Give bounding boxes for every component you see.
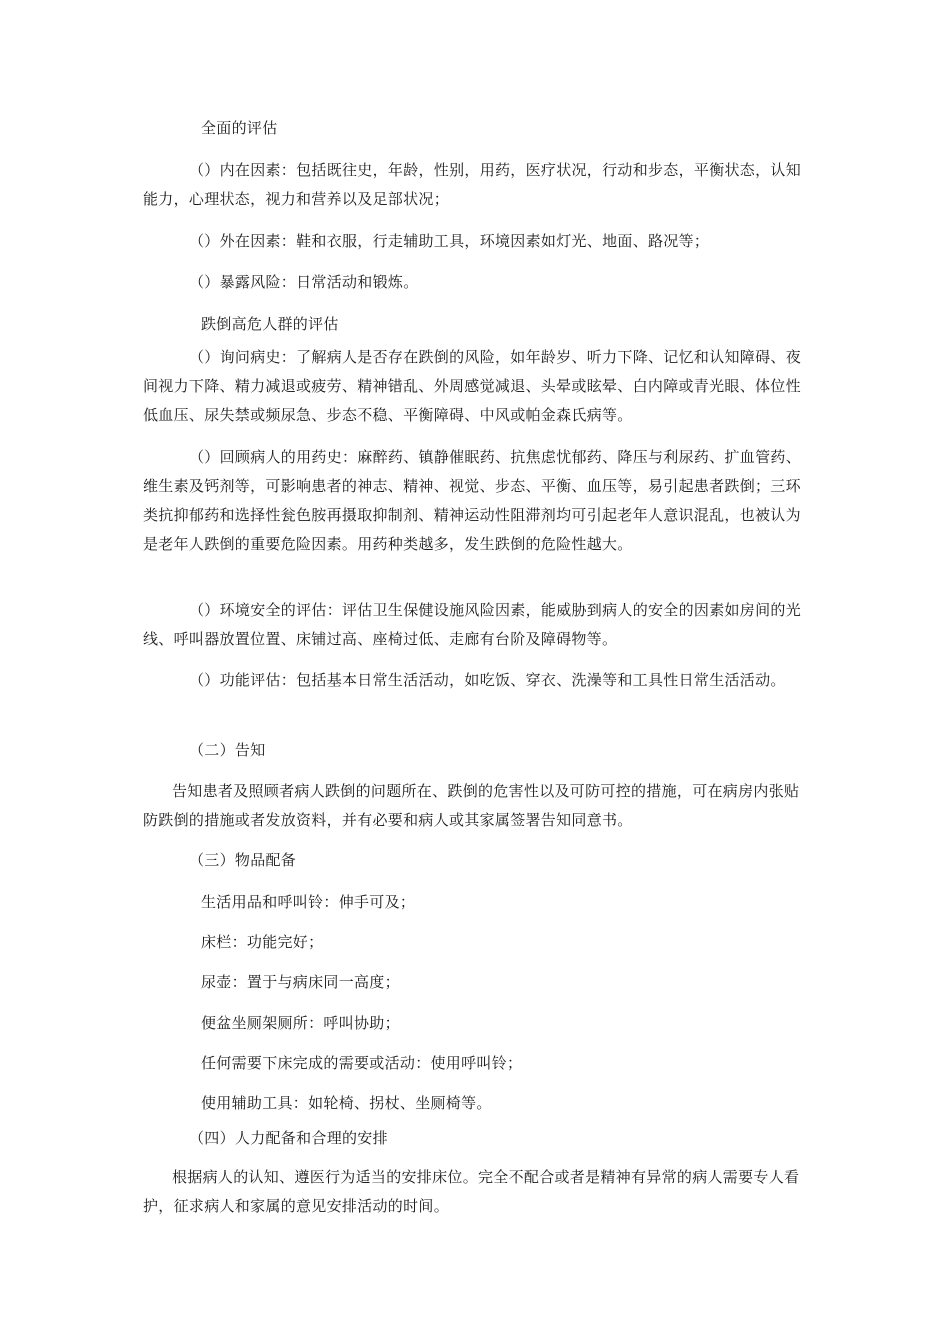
heading-notification: （二）告知 xyxy=(189,741,266,759)
item-bed-rail: 床栏：功能完好； xyxy=(201,933,324,951)
paragraph-intrinsic-factors: （）内在因素：包括既往史，年龄，性别，用药，医疗状况，行动和步态，平衡状态，认知能力，心理状态，视力和营养以及足部状况； xyxy=(143,161,802,208)
heading-high-risk-assessment: 跌倒高危人群的评估 xyxy=(201,315,339,333)
item-bedpan: 便盆坐厕架厕所：呼叫协助； xyxy=(201,1014,400,1032)
heading-staffing: （四）人力配备和合理的安排 xyxy=(189,1129,388,1147)
heading-supplies: （三）物品配备 xyxy=(189,851,297,869)
heading-comprehensive-assessment: 全面的评估 xyxy=(201,119,278,137)
paragraph-medication-history: （）回顾病人的用药史：麻醉药、镇静催眠药、抗焦虑忧郁药、降压与利尿药、扩血管药、维生素及钙剂等，可影响患者的神志、精神、视觉、步态、平衡、血压等，易引起患者跌倒；三环类抗抑郁药和选择性瓮色胺再摄取抑制剂、精神运动性阻滞剂均可引起老年人意识混乱，也被认为是老年人跌倒的重要危险因素。用药种类越多，发生跌倒的危险性越大。 xyxy=(143,448,802,553)
paragraph-environment-safety: （）环境安全的评估：评估卫生保健设施风险因素，能威胁到病人的安全的因素如房间的光线、呼叫器放置位置、床铺过高、座椅过低、走廊有台阶及障碍物等。 xyxy=(143,601,802,648)
item-call-bell: 生活用品和呼叫铃：伸手可及； xyxy=(201,893,416,911)
item-get-out-of-bed: 任何需要下床完成的需要或活动：使用呼叫铃； xyxy=(201,1054,523,1072)
paragraph-exposure-risk: （）暴露风险：日常活动和锻炼。 xyxy=(189,273,419,291)
item-assistive-tools: 使用辅助工具：如轮椅、拐杖、坐厕椅等。 xyxy=(201,1094,492,1112)
paragraph-medical-history: （）询问病史：了解病人是否存在跌倒的风险，如年龄岁、听力下降、记忆和认知障碍、夜间视力下降、精力减退或疲劳、精神错乱、外周感觉减退、头晕或眩晕、白内障或青光眼、体位性低血压、尿失禁或频尿急、步态不稳、平衡障碍、中风或帕金森氏病等。 xyxy=(143,348,802,424)
paragraph-notification: 告知患者及照顾者病人跌倒的问题所在、跌倒的危害性以及可防可控的措施，可在病房内张贴防跌倒的措施或者发放资料，并有必要和病人或其家属签署告知同意书。 xyxy=(143,782,800,829)
paragraph-extrinsic-factors: （）外在因素：鞋和衣服，行走辅助工具，环境因素如灯光、地面、路况等； xyxy=(189,232,710,250)
paragraph-staffing: 根据病人的认知、遵医行为适当的安排床位。完全不配合或者是精神有异常的病人需要专人看护，征求病人和家属的意见安排活动的时间。 xyxy=(143,1168,800,1215)
item-urinal: 尿壶：置于与病床同一高度； xyxy=(201,973,400,991)
paragraph-function-assessment: （）功能评估：包括基本日常生活活动，如吃饭、穿衣、洗澡等和工具性日常生活活动。 xyxy=(189,671,786,689)
